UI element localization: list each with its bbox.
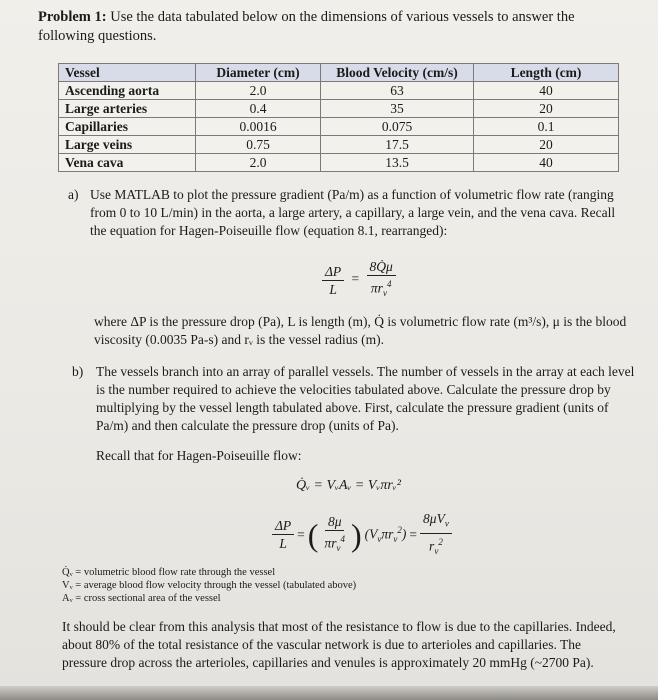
- part-a-text: Use MATLAB to plot the pressure gradient (Pa/m) as a function of volumetric flow rate (ranging from 0 to 10 L/min) in the aorta, a large artery, a capillary, a large vein, and the vena cava. Recall the equation for Hagen-Poiseuille flow (equation 8.1, rearranged):: [90, 187, 616, 238]
- variable-definitions: where ΔP is the pressure drop (Pa), L is length (m), Q̇ is volumetric flow rate (m³/s), μ is the blood viscosity (0.0035 Pa-s) and rᵥ is the vessel radius (m).: [94, 314, 627, 347]
- conclusion-paragraph: It should be clear from this analysis that most of the resistance to flow is due to the capillaries. Indeed, about 80% of the total resistance of the vascular network is due to arterioles and capillaries. The pressure drop across the arterioles, capillaries and venules is approximately 20 mmHg (~2700 Pa).: [62, 619, 616, 670]
- cell-length: 20: [474, 100, 619, 118]
- eq-rhs-denominator: πr: [370, 280, 383, 296]
- cell-velocity: 0.075: [321, 118, 474, 136]
- problem-statement: [38, 8, 628, 46]
- cell-vessel: Vena cava: [59, 154, 196, 172]
- definition-flow-rate: Q̇ᵥ = volumetric blood flow rate through the vessel: [62, 567, 276, 578]
- vessel-table: [58, 63, 619, 172]
- cell-velocity: 35: [321, 100, 474, 118]
- cell-diameter: 0.0016: [196, 118, 321, 136]
- cell-velocity: 63: [321, 82, 474, 100]
- cell-vessel: Ascending aorta: [59, 82, 196, 100]
- cell-vessel: Capillaries: [59, 118, 196, 136]
- header-vessel: Vessel: [59, 64, 196, 82]
- cell-length: 0.1: [474, 118, 619, 136]
- cell-length: 40: [474, 154, 619, 172]
- cell-diameter: 2.0: [196, 154, 321, 172]
- table-row: [59, 82, 619, 100]
- cell-velocity: 17.5: [321, 136, 474, 154]
- header-velocity: Blood Velocity (cm/s): [321, 64, 474, 82]
- header-diameter: Diameter (cm): [196, 64, 321, 82]
- cell-diameter: 0.4: [196, 100, 321, 118]
- eq-rhs-numerator: 8Q̇μ: [367, 258, 396, 276]
- problem-text: Use the data tabulated below on the dimensions of various vessels to answer the following questions.: [38, 9, 575, 44]
- eq-lhs-denominator: L: [329, 281, 337, 297]
- cell-velocity: 13.5: [321, 154, 474, 172]
- cell-diameter: 0.75: [196, 136, 321, 154]
- recall-text: Recall that for Hagen-Poiseuille flow:: [96, 448, 302, 463]
- header-length: Length (cm): [474, 64, 619, 82]
- symbol-definitions: [62, 566, 356, 605]
- eq-lhs-numerator: ΔP: [322, 263, 344, 281]
- definition-area: Aᵥ = cross sectional area of the vessel: [62, 593, 221, 604]
- cell-length: 20: [474, 136, 619, 154]
- part-b-label: b): [72, 364, 84, 379]
- table-row: [59, 136, 619, 154]
- table-row: [59, 118, 619, 136]
- table-row: [59, 100, 619, 118]
- flow-rate-equation: Q̇ᵥ = VᵥAᵥ = Vᵥπrᵥ²: [296, 478, 401, 493]
- cell-diameter: 2.0: [196, 82, 321, 100]
- cell-vessel: Large arteries: [59, 100, 196, 118]
- photo-bottom-edge: [0, 686, 658, 700]
- hagen-poiseuille-equation: $\frac{\Delta P}{L}$ = $\frac{8Q̇\mu}{\pi r_v^4}$: [322, 258, 396, 302]
- table-header-row: [59, 64, 619, 82]
- part-a-label: a): [68, 187, 79, 202]
- table-row: [59, 154, 619, 172]
- part-b-text: The vessels branch into an array of parallel vessels. The number of vessels in the array at each level is the number required to achieve the velocities tabulated above. Calculate the pressure drop by multiplying by the vessel length tabulated above. First, calculate the pressure gradient (units of Pa/m) and then calculate the pressure drop (units of Pa).: [96, 364, 635, 433]
- pressure-gradient-equation: $\frac{\Delta P}{L}$ = ( $\frac{8\mu}{\pi r_v^4}$ ) $(V_v\pi r_v^2)$ = $\frac{8\mu V_v}{r_v^2}$: [272, 510, 452, 560]
- cell-length: 40: [474, 82, 619, 100]
- definition-velocity: Vᵥ = average blood flow velocity through the vessel (tabulated above): [62, 580, 357, 591]
- cell-vessel: Large veins: [59, 136, 196, 154]
- problem-label: Problem 1:: [38, 9, 107, 25]
